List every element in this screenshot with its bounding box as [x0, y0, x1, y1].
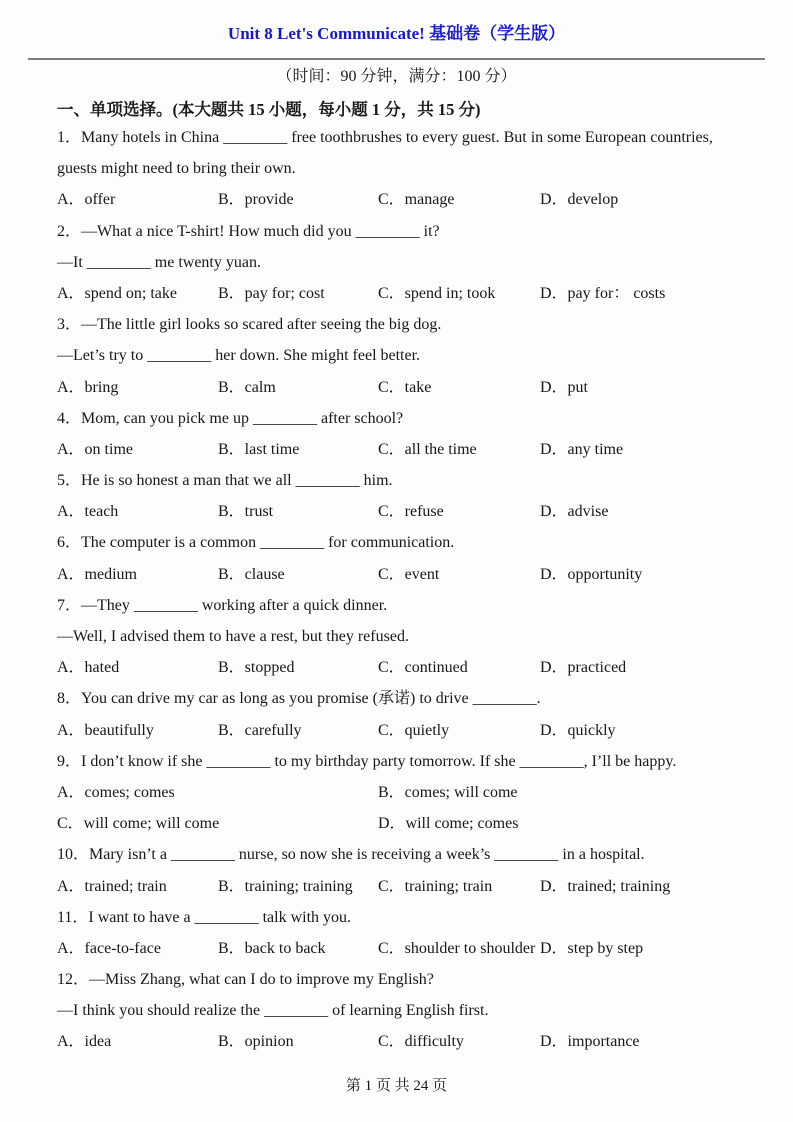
option-b: B．trust [218, 503, 274, 521]
option-a: A．hated [57, 659, 120, 677]
option-b: B．opinion [218, 1033, 294, 1051]
option-c: C．training; train [378, 877, 493, 895]
option-d: D．quickly [540, 721, 616, 739]
title-divider [28, 58, 765, 60]
option-c: C．all the time [378, 440, 477, 458]
option-b: B．stopped [218, 659, 295, 677]
question-line: 5．He is so honest a man that we all ________ him. [57, 472, 393, 490]
option-row [57, 278, 757, 309]
option-b: B．clause [218, 565, 285, 583]
exam-info: （时间：90 分钟，满分：100 分） [276, 68, 517, 85]
option-b: B．calm [218, 378, 276, 396]
option-a: A．teach [57, 503, 119, 521]
option-b: B．last time [218, 440, 300, 458]
option-a: A．medium [57, 565, 137, 583]
option-row [57, 434, 757, 465]
option-d: D．opportunity [540, 565, 643, 583]
option-c: C．continued [378, 659, 468, 677]
question-line: 2．—What a nice T-shirt! How much did you ________ it? [57, 222, 440, 240]
option-d: D．will come; comes [378, 815, 519, 833]
question-line: —Well, I advised them to have a rest, but they refused. [57, 628, 409, 645]
section-heading: 一、单项选择。(本大题共 15 小题，每小题 1 分，共 15 分) [57, 100, 481, 119]
option-a: A．bring [57, 378, 119, 396]
option-row [57, 933, 757, 964]
question-line: guests might need to bring their own. [57, 160, 296, 178]
option-row [57, 652, 757, 683]
option-row [57, 715, 757, 746]
option-d: D．develop [540, 191, 619, 209]
option-row [57, 808, 757, 839]
option-b: B．training; training [218, 877, 353, 895]
option-c: C．spend in; took [378, 284, 496, 302]
option-b: B．pay for; cost [218, 284, 325, 302]
option-a: A．offer [57, 191, 116, 209]
option-d: D．pay for： costs [540, 284, 666, 302]
option-d: D．put [540, 378, 589, 396]
page-title: Unit 8 Let's Communicate! 基础卷（学生版） [227, 24, 566, 43]
question-line: 10．Mary isn’t a ________ nurse, so now she is receiving a week’s ________ in a hospital. [57, 846, 645, 864]
question-list [57, 122, 757, 1058]
option-b: B．carefully [218, 721, 302, 739]
option-d: D．advise [540, 503, 609, 521]
question-line: 7．—They ________ working after a quick dinner. [57, 596, 388, 614]
option-row [57, 184, 757, 215]
question-line: 3．—The little girl looks so scared after seeing the big dog. [57, 316, 442, 334]
option-row [57, 1026, 757, 1057]
option-a: A．comes; comes [57, 783, 175, 801]
option-row [57, 871, 757, 902]
option-c: C．quietly [378, 721, 450, 739]
option-row [57, 496, 757, 527]
option-a: A．spend on; take [57, 284, 177, 302]
option-d: D．trained; training [540, 877, 671, 895]
option-a: A．idea [57, 1033, 112, 1051]
option-c: C．difficulty [378, 1033, 464, 1051]
option-a: A．face-to-face [57, 939, 161, 957]
option-c: C．take [378, 378, 432, 396]
question-line: —Let’s try to ________ her down. She might feel better. [57, 347, 421, 365]
option-a: A．on time [57, 440, 133, 458]
option-row [57, 559, 757, 590]
question-line: 6．The computer is a common ________ for communication. [57, 534, 455, 552]
option-b: B．provide [218, 191, 294, 209]
option-a: A．beautifully [57, 721, 154, 739]
question-line: 8．You can drive my car as long as you promise (承诺) to drive ________. [57, 690, 541, 708]
question-line: 4．Mom, can you pick me up ________ after school? [57, 409, 404, 427]
option-c: C．refuse [378, 503, 444, 521]
option-c: C．will come; will come [57, 815, 220, 833]
question-line: 12．—Miss Zhang, what can I do to improve my English? [57, 971, 434, 989]
page-number: 第 1 页 共 24 页 [345, 1078, 448, 1094]
option-row [57, 372, 757, 403]
option-row [57, 777, 757, 808]
option-d: D．any time [540, 440, 624, 458]
option-d: D．practiced [540, 659, 627, 677]
option-c: C．event [378, 565, 440, 583]
question-line: 11．I want to have a ________ talk with you. [57, 908, 352, 926]
option-c: C．shoulder to shoulder [378, 939, 536, 957]
option-d: D．step by step [540, 939, 644, 957]
option-d: D．importance [540, 1033, 640, 1051]
question-line: —It ________ me twenty yuan. [57, 253, 261, 271]
option-c: C．manage [378, 191, 455, 209]
question-line: 9．I don’t know if she ________ to my birthday party tomorrow. If she ________, I’ll be happy. [57, 752, 677, 770]
option-b: B．back to back [218, 939, 326, 957]
option-a: A．trained; train [57, 877, 167, 895]
question-line: 1．Many hotels in China ________ free toothbrushes to every guest. But in some European countries, [57, 129, 713, 146]
option-b: B．comes; will come [378, 783, 518, 801]
question-line: —I think you should realize the ________ of learning English first. [57, 1002, 489, 1020]
